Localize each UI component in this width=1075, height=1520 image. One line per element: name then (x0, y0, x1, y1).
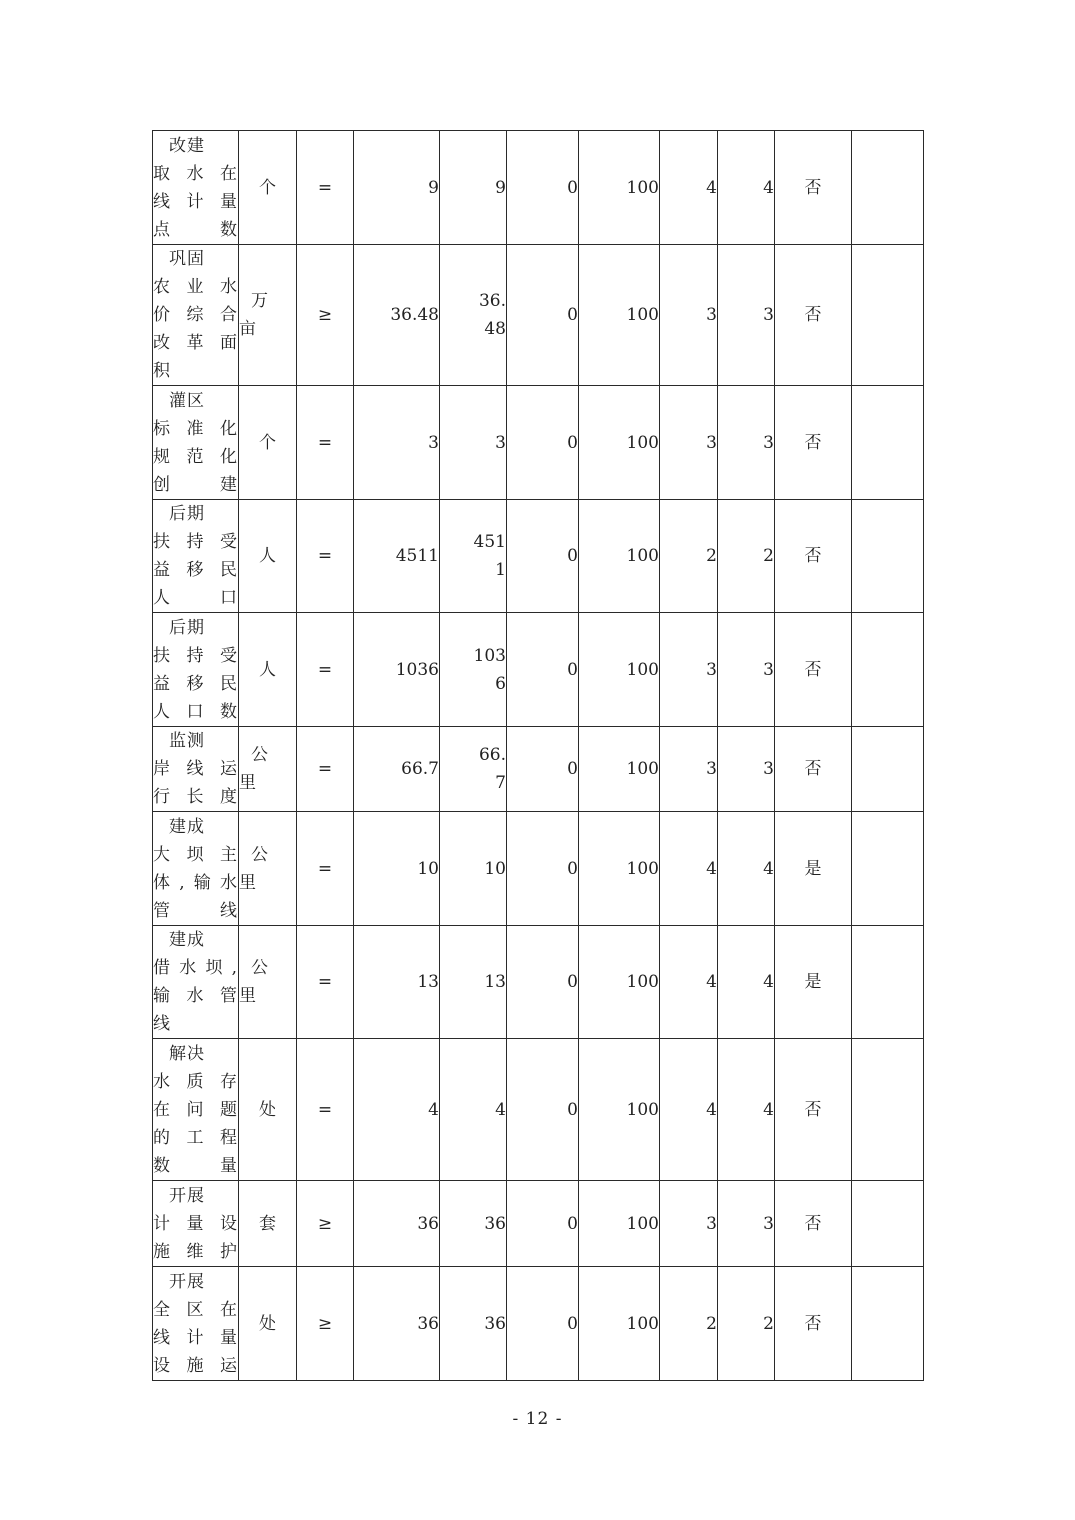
note-cell (852, 245, 924, 386)
completion-rate-cell: 100 (579, 1039, 660, 1181)
completion-rate-cell: 100 (579, 131, 660, 245)
indicator-name-cell: 灌区 标准化 规范化 创建 (153, 386, 239, 500)
weight-cell: 4 (660, 926, 718, 1039)
indicator-name-cell: 建成 大坝主 体,输水 管线 (153, 812, 239, 926)
table-row (153, 1039, 924, 1181)
actual-value-cell: 13 (440, 926, 507, 1039)
note-cell (852, 500, 924, 613)
flag-cell: 否 (775, 1267, 852, 1381)
unit-cell: 个 (239, 131, 297, 245)
deviation-cell: 0 (507, 1267, 579, 1381)
operator-cell: = (297, 131, 354, 245)
operator-cell: = (297, 386, 354, 500)
completion-rate-cell: 100 (579, 926, 660, 1039)
score-cell: 3 (718, 386, 775, 500)
unit-cell: 人 (239, 500, 297, 613)
actual-value-cell: 4 (440, 1039, 507, 1181)
deviation-cell: 0 (507, 926, 579, 1039)
note-cell (852, 1181, 924, 1267)
target-value-cell: 4 (354, 1039, 440, 1181)
table-row (153, 613, 924, 727)
score-cell: 2 (718, 1267, 775, 1381)
flag-cell: 否 (775, 727, 852, 812)
unit-cell: 处 (239, 1267, 297, 1381)
score-cell: 4 (718, 812, 775, 926)
actual-value-cell: 36 (440, 1267, 507, 1381)
target-value-cell: 10 (354, 812, 440, 926)
operator-cell: = (297, 1039, 354, 1181)
target-value-cell: 3 (354, 386, 440, 500)
actual-value-cell: 10 (440, 812, 507, 926)
indicator-name-cell: 改建 取水在 线计量 点数 (153, 131, 239, 245)
flag-cell: 否 (775, 1181, 852, 1267)
completion-rate-cell: 100 (579, 1267, 660, 1381)
operator-cell: = (297, 926, 354, 1039)
note-cell (852, 926, 924, 1039)
completion-rate-cell: 100 (579, 613, 660, 727)
operator-cell: ≥ (297, 245, 354, 386)
score-cell: 3 (718, 613, 775, 727)
completion-rate-cell: 100 (579, 1181, 660, 1267)
table-row (153, 131, 924, 245)
actual-value-cell: 9 (440, 131, 507, 245)
note-cell (852, 812, 924, 926)
operator-cell: = (297, 613, 354, 727)
deviation-cell: 0 (507, 500, 579, 613)
page-number: - 12 - (512, 1409, 563, 1429)
indicator-name-cell: 开展 全区在 线计量 设施运 (153, 1267, 239, 1381)
flag-cell: 是 (775, 812, 852, 926)
table-row (153, 926, 924, 1039)
flag-cell: 是 (775, 926, 852, 1039)
table-row (153, 386, 924, 500)
actual-value-cell: 103 6 (440, 613, 507, 727)
operator-cell: = (297, 500, 354, 613)
completion-rate-cell: 100 (579, 245, 660, 386)
completion-rate-cell: 100 (579, 812, 660, 926)
note-cell (852, 613, 924, 727)
weight-cell: 4 (660, 1039, 718, 1181)
deviation-cell: 0 (507, 727, 579, 812)
completion-rate-cell: 100 (579, 500, 660, 613)
table-row (153, 1267, 924, 1381)
score-cell: 3 (718, 245, 775, 386)
table-row (153, 500, 924, 613)
completion-rate-cell: 100 (579, 727, 660, 812)
note-cell (852, 386, 924, 500)
deviation-cell: 0 (507, 386, 579, 500)
unit-cell: 人 (239, 613, 297, 727)
target-value-cell: 13 (354, 926, 440, 1039)
deviation-cell: 0 (507, 131, 579, 245)
unit-cell: 处 (239, 1039, 297, 1181)
indicator-name-cell: 开展 计量设 施维护 (153, 1181, 239, 1267)
weight-cell: 2 (660, 1267, 718, 1381)
flag-cell: 否 (775, 1039, 852, 1181)
score-cell: 2 (718, 500, 775, 613)
target-value-cell: 66.7 (354, 727, 440, 812)
indicator-name-cell: 建成 借水坝, 输水管 线 (153, 926, 239, 1039)
actual-value-cell: 36 (440, 1181, 507, 1267)
unit-cell: 套 (239, 1181, 297, 1267)
weight-cell: 3 (660, 613, 718, 727)
operator-cell: ≥ (297, 1267, 354, 1381)
actual-value-cell: 451 1 (440, 500, 507, 613)
weight-cell: 2 (660, 500, 718, 613)
target-value-cell: 36.48 (354, 245, 440, 386)
operator-cell: = (297, 727, 354, 812)
flag-cell: 否 (775, 500, 852, 613)
flag-cell: 否 (775, 245, 852, 386)
table-row (153, 812, 924, 926)
unit-cell: 公 里 (239, 926, 297, 1039)
indicator-name-cell: 巩固 农业水 价综合 改革面 积 (153, 245, 239, 386)
indicator-table (152, 130, 924, 1381)
score-cell: 4 (718, 131, 775, 245)
unit-cell: 公 里 (239, 812, 297, 926)
weight-cell: 3 (660, 1181, 718, 1267)
table-row (153, 245, 924, 386)
note-cell (852, 1267, 924, 1381)
indicator-name-cell: 解决 水质存 在问题 的工程 数量 (153, 1039, 239, 1181)
target-value-cell: 36 (354, 1181, 440, 1267)
score-cell: 4 (718, 926, 775, 1039)
deviation-cell: 0 (507, 245, 579, 386)
flag-cell: 否 (775, 131, 852, 245)
actual-value-cell: 66. 7 (440, 727, 507, 812)
operator-cell: ≥ (297, 1181, 354, 1267)
weight-cell: 3 (660, 245, 718, 386)
unit-cell: 个 (239, 386, 297, 500)
actual-value-cell: 3 (440, 386, 507, 500)
table-body (153, 131, 924, 1381)
deviation-cell: 0 (507, 1039, 579, 1181)
target-value-cell: 1036 (354, 613, 440, 727)
weight-cell: 3 (660, 727, 718, 812)
target-value-cell: 9 (354, 131, 440, 245)
indicator-name-cell: 后期 扶持受 益移民 人口 (153, 500, 239, 613)
table-row (153, 727, 924, 812)
note-cell (852, 131, 924, 245)
score-cell: 3 (718, 727, 775, 812)
flag-cell: 否 (775, 613, 852, 727)
flag-cell: 否 (775, 386, 852, 500)
note-cell (852, 727, 924, 812)
weight-cell: 4 (660, 131, 718, 245)
indicator-name-cell: 监测 岸线运 行长度 (153, 727, 239, 812)
operator-cell: = (297, 812, 354, 926)
note-cell (852, 1039, 924, 1181)
completion-rate-cell: 100 (579, 386, 660, 500)
unit-cell: 公 里 (239, 727, 297, 812)
unit-cell: 万 亩 (239, 245, 297, 386)
target-value-cell: 36 (354, 1267, 440, 1381)
deviation-cell: 0 (507, 613, 579, 727)
weight-cell: 4 (660, 812, 718, 926)
table-row (153, 1181, 924, 1267)
score-cell: 4 (718, 1039, 775, 1181)
score-cell: 3 (718, 1181, 775, 1267)
deviation-cell: 0 (507, 812, 579, 926)
indicator-name-cell: 后期 扶持受 益移民 人口数 (153, 613, 239, 727)
weight-cell: 3 (660, 386, 718, 500)
target-value-cell: 4511 (354, 500, 440, 613)
deviation-cell: 0 (507, 1181, 579, 1267)
actual-value-cell: 36. 48 (440, 245, 507, 386)
